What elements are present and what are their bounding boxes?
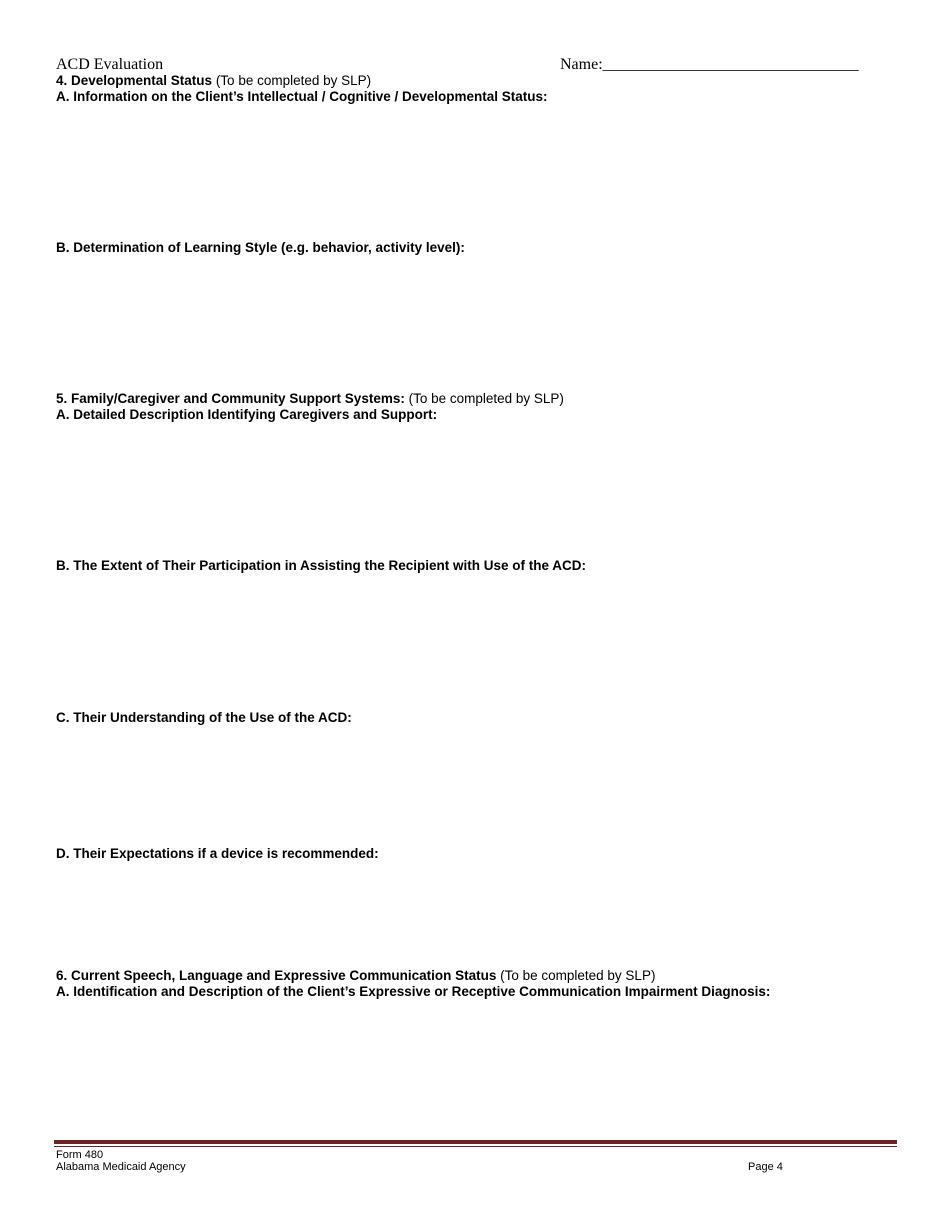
section-6-title: 6. Current Speech, Language and Expressive Communication Status: [56, 968, 497, 983]
section-5c-label: C. Their Understanding of the Use of the ACD:: [56, 710, 352, 725]
section-5a-label: A. Detailed Description Identifying Caregivers and Support:: [56, 407, 438, 422]
section-5-note: (To be completed by SLP): [404, 391, 564, 406]
section-5-heading: [56, 391, 564, 407]
section-5b-label: B. The Extent of Their Participation in Assisting the Recipient with Use of the ACD:: [56, 558, 587, 573]
section-4b-label: B. Determination of Learning Style (e.g. behavior, activity level):: [56, 240, 465, 255]
section-4-heading: [56, 73, 371, 89]
section-4a-label: A. Information on the Client’s Intellectual / Cognitive / Developmental Status:: [56, 89, 548, 104]
section-6a-label: A. Identification and Description of the Client’s Expressive or Receptive Communication Impairment Diagnosis:: [56, 984, 771, 999]
name-label: Name:: [560, 56, 603, 73]
footer-rule-thin: [54, 1146, 897, 1147]
footer-rule-thick: [54, 1140, 897, 1144]
footer-agency: Alabama Medicaid Agency: [56, 1161, 186, 1173]
section-5-title: 5. Family/Caregiver and Community Support Systems:: [56, 391, 405, 406]
footer-page-number: Page 4: [748, 1161, 783, 1173]
form-title: ACD Evaluation: [56, 56, 164, 73]
section-4-title: 4. Developmental Status: [56, 73, 213, 88]
section-6-heading: [56, 968, 655, 984]
section-6-note: (To be completed by SLP): [496, 968, 656, 983]
footer-form-number: Form 480: [56, 1149, 104, 1161]
name-field[interactable]: [560, 56, 859, 74]
name-value[interactable]: ________________________________: [602, 56, 859, 73]
section-5d-label: D. Their Expectations if a device is recommended:: [56, 846, 379, 861]
section-4-note: (To be completed by SLP): [212, 73, 372, 88]
